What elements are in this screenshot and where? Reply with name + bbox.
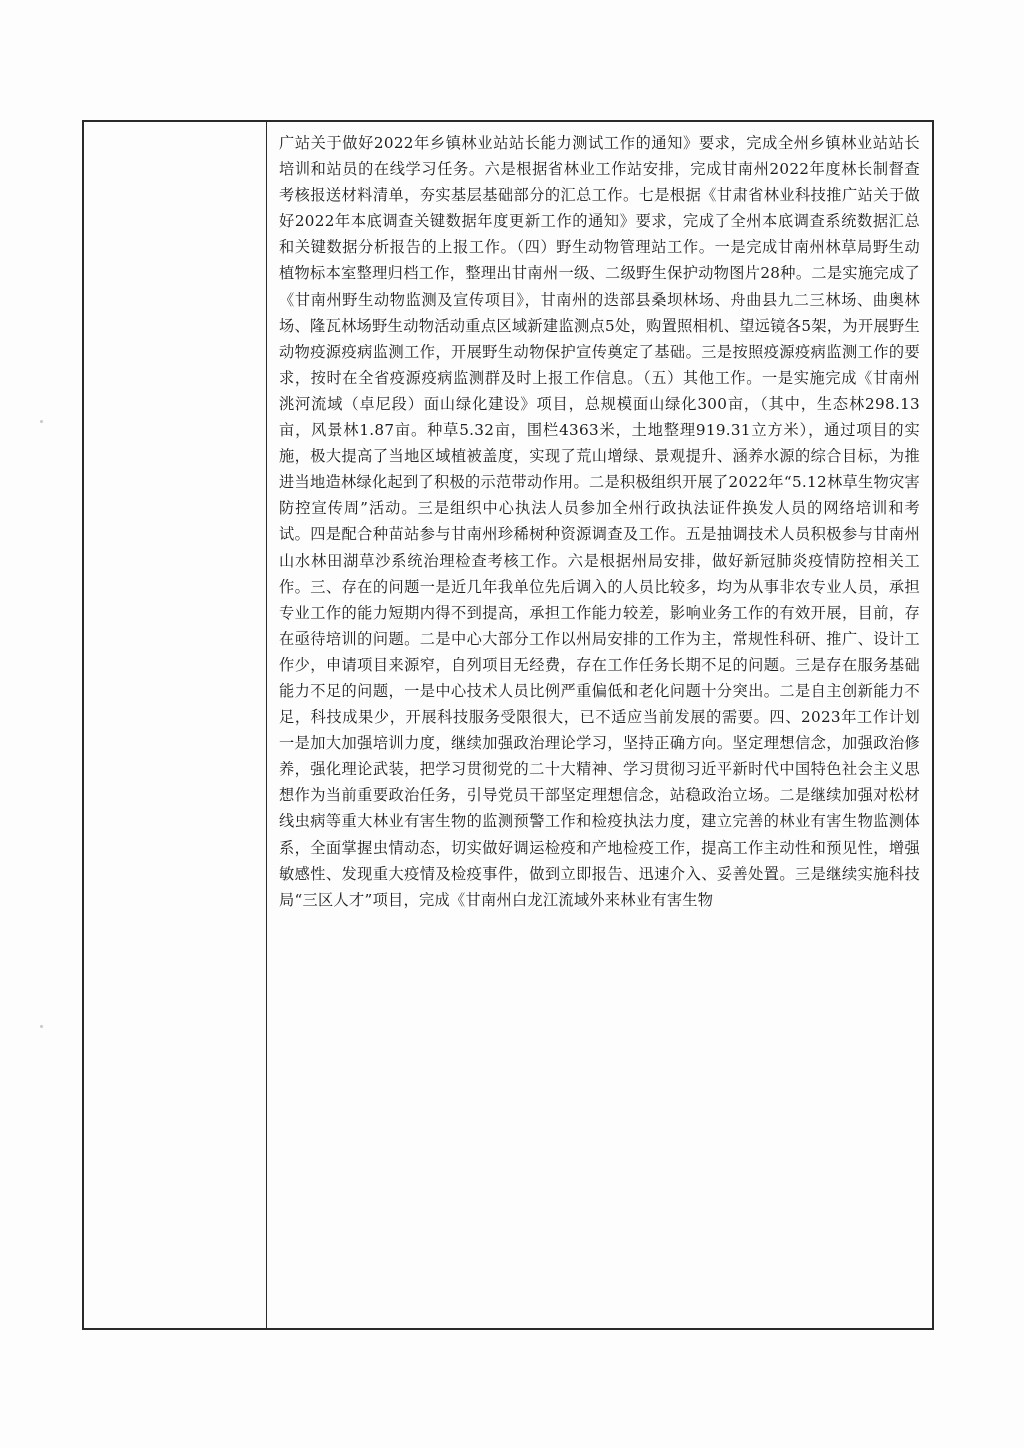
label-column-cell [84, 122, 267, 1328]
scan-speck [40, 1025, 43, 1028]
report-body-text: 广站关于做好2022年乡镇林业站站长能力测试工作的通知》要求，完成全州乡镇林业站站长培训和站员的在线学习任务。六是根据省林业工作站安排，完成甘南州2022年度林长制督查考核报送材料清单，夯实基层基础部分的汇总工作。七是根据《甘肃省林业科技推广站关于做好2022年本底调查关键数据年度更新工作的通知》要求，完成了全州本底调查系统数据汇总和关键数据分析报告的上报工作。（四）野生动物管理站工作。一是完成甘南州林草局野生动植物标本室整理归档工作，整理出甘南州一级、二级野生保护动物图片28种。二是实施完成了《甘南州野生动物监测及宣传项目》，甘南州的迭部县桑坝林场、舟曲县九二三林场、曲奥林场、隆瓦林场野生动物活动重点区域新建监测点5处，购置照相机、望远镜各5架，为开展野生动物疫源疫病监测工作，开展野生动物保护宣传奠定了基础。三是按照疫源疫病监测工作的要求，按时在全省疫源疫病监测群及时上报工作信息。（五）其他工作。一是实施完成《甘南州洮河流域（卓尼段）面山绿化建设》项目，总规模面山绿化300亩，（其中，生态林298.13亩，风景林1.87亩。种草5.32亩，围栏4363米，土地整理919.31立方米），通过项目的实施，极大提高了当地区域植被盖度，实现了荒山增绿、景观提升、涵养水源的综合目标，为推进当地造林绿化起到了积极的示范带动作用。二是积极组织开展了2022年“5.12林草生物灾害防控宣传周”活动。三是组织中心执法人员参加全州行政执法证件换发人员的网络培训和考试。四是配合种苗站参与甘南州珍稀树种资源调查及工作。五是抽调技术人员积极参与甘南州山水林田湖草沙系统治理检查考核工作。六是根据州局安排，做好新冠肺炎疫情防控相关工作。三、存在的问题一是近几年我单位先后调入的人员比较多，均为从事非农专业人员，承担专业工作的能力短期内得不到提高，承担工作能力较差，影响业务工作的有效开展，目前，存在亟待培训的问题。二是中心大部分工作以州局安排的工作为主，常规性科研、推广、设计工作少，申请项目来源窄，自列项目无经费，存在工作任务长期不足的问题。三是存在服务基础能力不足的问题，一是中心技术人员比例严重偏低和老化问题十分突出。二是自主创新能力不足，科技成果少，开展科技服务受限很大，已不适应当前发展的需要。四、2023年工作计划一是加大加强培训力度，继续加强政治理论学习，坚持正确方向。坚定理想信念，加强政治修养，强化理论武装，把学习贯彻党的二十大精神、学习贯彻习近平新时代中国特色社会主义思想作为当前重要政治任务，引导党员干部坚定理想信念，站稳政治立场。二是继续加强对松材线虫病等重大林业有害生物的监测预警工作和检疫执法力度，建立完善的林业有害生物监测体系，全面掌握虫情动态，切实做好调运检疫和产地检疫工作，提高工作主动性和预见性，增强敏感性、发现重大疫情及检疫事件，做到立即报告、迅速介入、妥善处置。三是继续实施科技局“三区人才”项目，完成《甘南州白龙江流域外来林业有害生物 [279, 134, 920, 909]
form-table [82, 120, 934, 1330]
content-cell [267, 122, 932, 1328]
scan-speck [40, 420, 43, 423]
